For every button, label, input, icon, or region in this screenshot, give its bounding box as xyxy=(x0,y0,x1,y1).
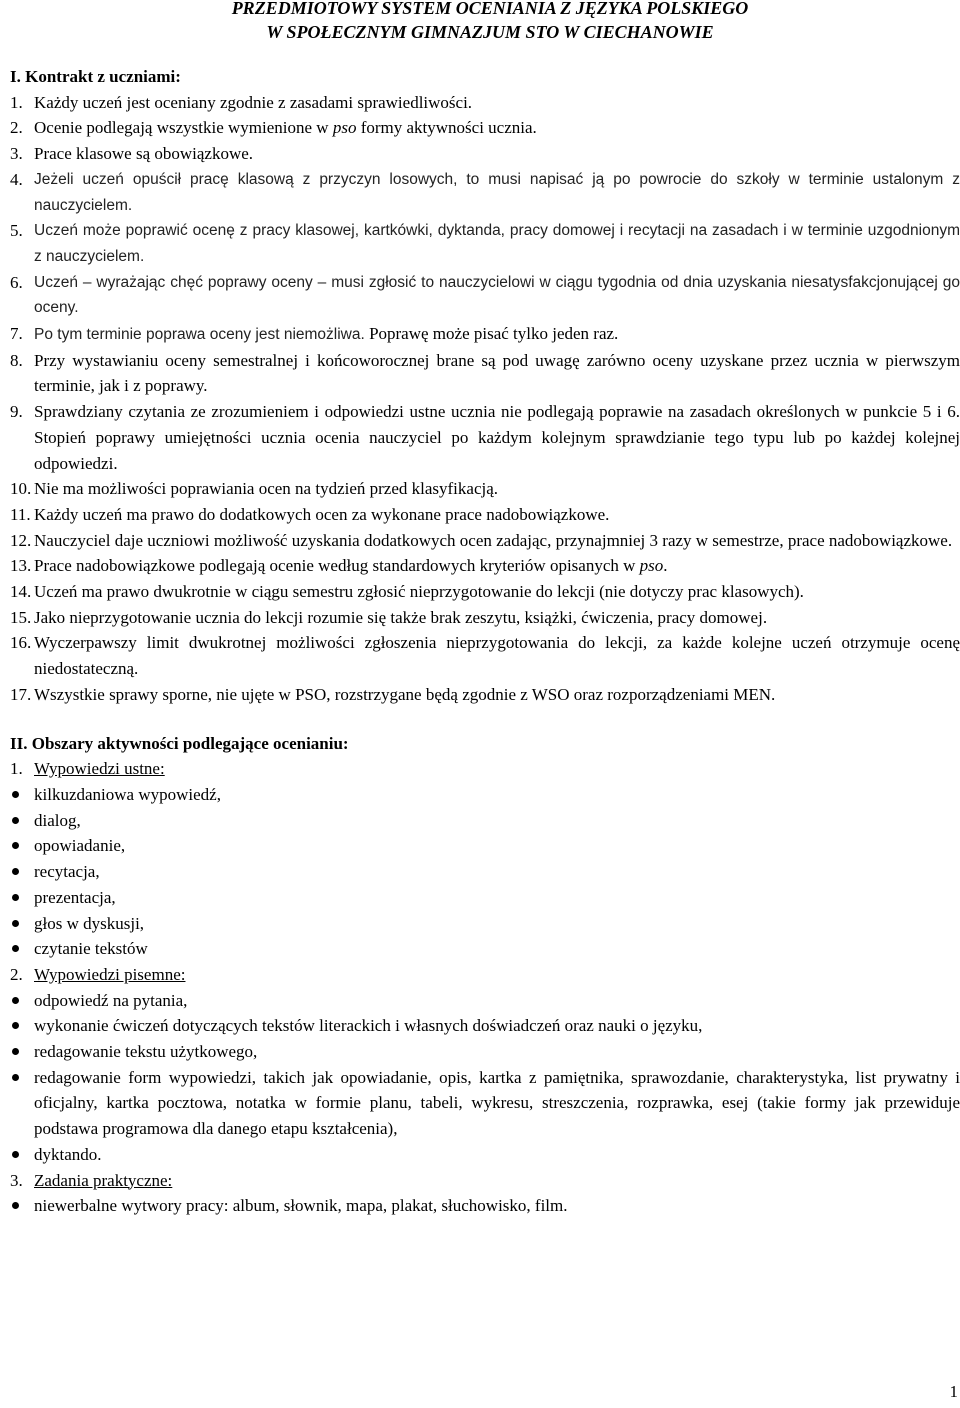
bullet-text: opowiadanie, xyxy=(34,836,126,856)
item-number: 12. xyxy=(10,530,32,550)
contract-item-2 xyxy=(10,115,960,141)
contract-item-12 xyxy=(10,528,960,554)
item-text: Uczeń – wyrażając chęć poprawy oceny – musi zgłosić to nauczycielowi w ciągu tygodnia od dnia uzyskania niesatysfakcjonującej go oceny. xyxy=(34,273,960,317)
document-page xyxy=(10,0,960,1408)
bullet-text: redagowanie tekstu użytkowego, xyxy=(34,1042,258,1062)
group-label: Zadania praktyczne: xyxy=(34,1170,173,1190)
bullet-text: czytanie tekstów xyxy=(34,939,148,959)
bullet-icon xyxy=(12,894,19,901)
bullet-icon xyxy=(12,1202,19,1209)
bullet-text: redagowanie form wypowiedzi, takich jak opowiadanie, opis, kartka z pamiętnika, sprawozdanie, charakterystyka, list prywatny i oficjalny, kartka pocztowa, notatka w formie planu, tabeli, wykresu, streszczenia, rozprawka, esej (takie formy jak przewiduje podstawa programowa dla danego etapu kształcenia), xyxy=(34,1067,960,1139)
group-2-bullets xyxy=(10,988,960,1168)
bullet-icon xyxy=(12,997,19,1004)
contract-item-7 xyxy=(10,321,960,348)
item-text: Po tym terminie poprawa oceny jest niemożliwa. xyxy=(34,326,365,344)
group-3-bullets xyxy=(10,1193,960,1219)
item-number: 4. xyxy=(10,169,23,189)
group-2-heading xyxy=(10,962,960,988)
bullet-item xyxy=(10,1039,960,1065)
bullet-icon xyxy=(12,817,19,824)
title-line-2: W SPOŁECZNYM GIMNAZJUM STO W CIECHANOWIE xyxy=(266,22,714,42)
item-text: Przy wystawianiu oceny semestralnej i końcoworocznej brane są pod uwagę zarówno oceny uzyskane przez ucznia w pierwszym terminie, jak i z poprawy. xyxy=(34,350,960,396)
bullet-text: dyktando. xyxy=(34,1144,102,1164)
item-number: 5. xyxy=(10,221,23,241)
item-number: 9. xyxy=(10,402,23,422)
bullet-text: niewerbalne wytwory pracy: album, słownik, mapa, plakat, słuchowisko, film. xyxy=(34,1196,568,1216)
bullet-icon xyxy=(12,791,19,798)
bullet-item xyxy=(10,1193,960,1219)
contract-item-9 xyxy=(10,399,960,476)
bullet-item xyxy=(10,911,960,937)
group-number: 1. xyxy=(10,759,23,779)
group-number: 3. xyxy=(10,1170,23,1190)
contract-item-11 xyxy=(10,502,960,528)
bullet-text: odpowiedź na pytania, xyxy=(34,990,188,1010)
bullet-icon xyxy=(12,920,19,927)
section-2-heading: II. Obszary aktywności podlegające ocenianiu: xyxy=(10,733,349,753)
item-number: 15. xyxy=(10,607,32,627)
item-text: Prace nadobowiązkowe podlegają ocenie według standardowych kryteriów opisanych w xyxy=(34,556,640,576)
item-text-end: formy aktywności ucznia. xyxy=(356,118,537,138)
bullet-item xyxy=(10,782,960,808)
bullet-icon xyxy=(12,842,19,849)
contract-item-17 xyxy=(10,682,960,708)
contract-item-6 xyxy=(10,270,960,321)
bullet-item xyxy=(10,988,960,1014)
bullet-icon xyxy=(12,1151,19,1158)
contract-item-16 xyxy=(10,630,960,681)
item-number: 16. xyxy=(10,633,32,653)
bullet-item xyxy=(10,936,960,962)
bullet-item xyxy=(10,885,960,911)
section-1-heading: I. Kontrakt z uczniami: xyxy=(10,67,181,86)
bullet-item xyxy=(10,833,960,859)
group-label: Wypowiedzi pisemne: xyxy=(34,964,186,984)
bullet-text: wykonanie ćwiczeń dotyczących tekstów literackich i własnych doświadczeń oraz nauki o języku, xyxy=(34,1016,703,1036)
item-text: Nauczyciel daje uczniowi możliwość uzyskania dodatkowych ocen zadając, przynajmniej 3 razy w semestrze, prace nadobowiązkowe. xyxy=(34,530,953,550)
bullet-icon xyxy=(12,868,19,875)
bullet-text: recytacja, xyxy=(34,862,100,882)
contract-item-15 xyxy=(10,605,960,631)
item-text: Nie ma możliwości poprawiania ocen na tydzień przed klasyfikacją. xyxy=(34,479,499,499)
item-number: 6. xyxy=(10,272,23,292)
page-number: 1 xyxy=(949,1382,958,1401)
contract-item-5 xyxy=(10,218,960,269)
bullet-text: kilkuzdaniowa wypowiedź, xyxy=(34,784,221,804)
item-number: 1. xyxy=(10,92,23,112)
item-text: Każdy uczeń jest oceniany zgodnie z zasadami sprawiedliwości. xyxy=(34,92,473,112)
title-line-1: PRZEDMIOTOWY SYSTEM OCENIANIA Z JĘZYKA POLSKIEGO xyxy=(231,0,749,18)
item-text: Wszystkie sprawy sporne, nie ujęte w PSO, rozstrzygane będą zgodnie z WSO oraz rozporządzeniami MEN. xyxy=(34,684,776,704)
item-number: 3. xyxy=(10,144,23,164)
item-number: 8. xyxy=(10,350,23,370)
contract-item-13 xyxy=(10,553,960,579)
item-number: 13. xyxy=(10,556,32,576)
item-number: 10. xyxy=(10,479,32,499)
item-number: 11. xyxy=(10,504,31,524)
bullet-item xyxy=(10,1142,960,1168)
document-body xyxy=(10,64,960,1219)
item-text: Ocenie podlegają wszystkie wymienione w xyxy=(34,118,333,138)
item-number: 17. xyxy=(10,684,32,704)
contract-item-3 xyxy=(10,141,960,167)
group-3-heading xyxy=(10,1168,960,1194)
contract-item-10 xyxy=(10,476,960,502)
contract-item-4 xyxy=(10,167,960,218)
group-1-bullets xyxy=(10,782,960,962)
group-1-heading xyxy=(10,756,960,782)
bullet-icon xyxy=(12,1048,19,1055)
group-label: Wypowiedzi ustne: xyxy=(34,759,165,779)
bullet-item xyxy=(10,808,960,834)
item-emphasis: pso xyxy=(332,118,357,138)
bullet-text: prezentacja, xyxy=(34,887,116,907)
contract-list xyxy=(10,90,960,708)
item-number: 7. xyxy=(10,324,23,344)
item-text: Sprawdziany czytania ze zrozumieniem i odpowiedzi ustne ucznia nie podlegają poprawie na zasadach określonych w punkcie 5 i 6. Stopień poprawy umiejętności ucznia ocenia nauczyciel po każdym kolejnym sprawdzianie tego typu lub po każdej kolejnej odpowiedzi. xyxy=(34,402,960,473)
section-spacer xyxy=(10,708,960,731)
bullet-text: głos w dyskusji, xyxy=(34,913,145,933)
bullet-icon xyxy=(12,1022,19,1029)
item-text: Uczeń może poprawić ocenę z pracy klasowej, kartkówki, dyktanda, pracy domowej i recytacji na zasadach i w terminie uzgodnionym z nauczycielem. xyxy=(34,222,960,265)
item-text: Jako nieprzygotowanie ucznia do lekcji rozumie się także brak zeszytu, książki, ćwiczenia, pracy domowej. xyxy=(34,607,768,627)
bullet-item xyxy=(10,1065,960,1142)
bullet-item xyxy=(10,1013,960,1039)
bullet-item xyxy=(10,859,960,885)
contract-item-1 xyxy=(10,90,960,116)
item-text: Każdy uczeń ma prawo do dodatkowych ocen za wykonane prace nadobowiązkowe. xyxy=(34,504,610,524)
group-number: 2. xyxy=(10,964,23,984)
bullet-icon xyxy=(12,1074,19,1081)
bullet-icon xyxy=(12,945,19,952)
contract-item-14 xyxy=(10,579,960,605)
item-text: Jeżeli uczeń opuścił pracę klasową z przyczyn losowych, to musi napisać ją po powrocie do szkoły w terminie ustalonym z nauczycielem. xyxy=(34,170,960,214)
item-text-end: . xyxy=(663,556,668,576)
contract-item-8 xyxy=(10,348,960,399)
item-text: Wyczerpawszy limit dwukrotnej możliwości zgłoszenia nieprzygotowania do lekcji, za każde kolejne uczeń otrzymuje ocenę niedostateczną. xyxy=(34,633,960,679)
item-emphasis: pso xyxy=(639,556,664,576)
item-text-end: Poprawę może pisać tylko jeden raz. xyxy=(364,324,619,344)
document-title xyxy=(110,0,870,44)
item-text: Uczeń ma prawo dwukrotnie w ciągu semestru zgłosić nieprzygotowanie do lekcji (nie dotyczy prac klasowych). xyxy=(34,582,804,602)
item-number: 14. xyxy=(10,582,32,602)
bullet-text: dialog, xyxy=(34,810,81,830)
item-number: 2. xyxy=(10,118,23,138)
item-text: Prace klasowe są obowiązkowe. xyxy=(34,144,254,164)
